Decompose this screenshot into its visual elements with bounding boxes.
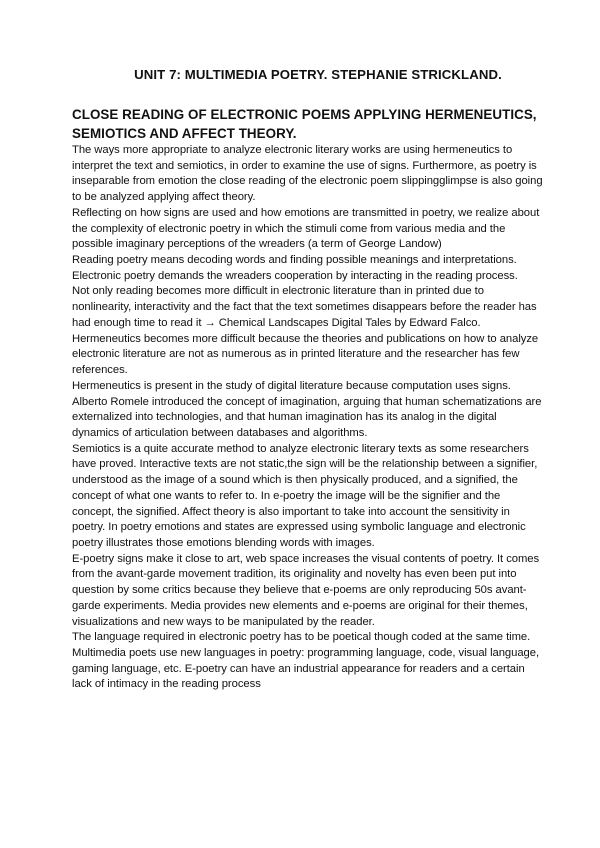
paragraph-semiotics: Semiotics is a quite accurate method to analyze electronic literary texts as some researchers have proved. Interactive texts are not static,the sign will be the relationship between a signifier, understood as the image of a sound which is then physically produced, and a signified, the concept of what one wants to refer to. In e-poetry the image will be the signifier and the concept, the signified. Affect theory is also important to take into account the sensitivity in poetry. In poetry emotions and states are expressed using symbolic language and electronic poetry illustrates those emotions blending words with images. bbox=[72, 442, 538, 549]
paragraph-language: The language required in electronic poetry has to be poetical though coded at the same time. Multimedia poets use new languages in poetry: programming language, code, visual language, gaming language, etc. E-poetry can have an industrial appearance for readers and a certain lack of intimacy in the reading process bbox=[72, 631, 540, 691]
paragraph-reflecting: Reflecting on how signs are used and how emotions are transmitted in poetry, we realize about the complexity of electronic poetry in which the stimuli come from various media and the possible imaginary perceptions of the wreaders (a term of George Landow) bbox=[72, 206, 540, 251]
paragraph-hermeneutics: Hermeneutics is present in the study of digital literature because computation uses signs. Alberto Romele introduced the concept of imagination, arguing that human schematizations are externalized into technologies, and that human imagination has its analog in the digital dynamics of articulation between databases and algorithms. bbox=[72, 379, 542, 439]
paragraph-e-poetry-signs: E-poetry signs make it close to art, web space increases the visual contents of poetry. It comes from the avant-garde movement tradition, its originality and novelty has even been put into question by some critics because they believe that e-poems are only reproducing 50s avant-garde experiments. Media provides new elements and e-poems are original for their themes, visualizations and new ways to be manipulated by the reader. bbox=[72, 552, 540, 628]
document-page bbox=[72, 66, 544, 693]
paragraph-reading-poetry: Reading poetry means decoding words and finding possible meanings and interpretations. Electronic poetry demands the wreaders cooperation by interacting in the reading process. bbox=[72, 254, 518, 282]
section-title: CLOSE READING OF ELECTRONIC POEMS APPLYING HERMENEUTICS, SEMIOTICS AND AFFECT THEORY. bbox=[72, 107, 537, 141]
paragraph-intro: The ways more appropriate to analyze electronic literary works are using hermeneutics to interpret the text and semiotics, in order to examine the use of signs. Furthermore, as poetry is inseparable from emotion the close reading of the electronic poem slippingglimpse is also going to be analyzed applying affect theory. bbox=[72, 144, 543, 204]
paragraph-not-only-reading: Not only reading becomes more difficult in electronic literature than in printed due to nonlinearity, interactivity and the fact that the text sometimes disappears before the reader has had enough time to read it → Chemical Landscapes Digital Tales by Edward Falco. Hermeneutics becomes more difficult because the theories and publications on how to analyze electronic literature are not as numerous as in printed literature and the researcher has few references. bbox=[72, 285, 539, 377]
unit-title: UNIT 7: MULTIMEDIA POETRY. STEPHANIE STRICKLAND. bbox=[134, 67, 502, 82]
